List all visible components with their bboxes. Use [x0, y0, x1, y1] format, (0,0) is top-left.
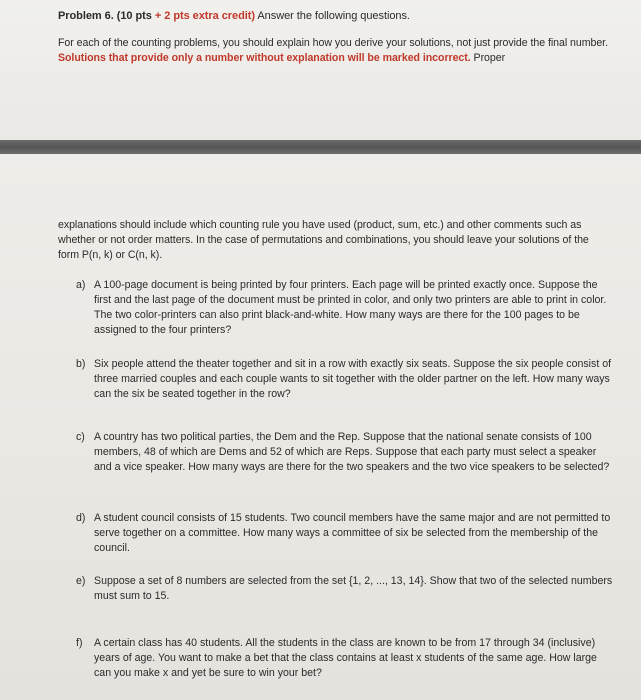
question-label: d) [76, 512, 86, 524]
problem-instruction: Answer the following questions. [255, 10, 410, 22]
question-text: Suppose a set of 8 numbers are selected from the set {1, 2, ..., 13, 14}. Show that two of the selected numbers must sum to 15. [94, 575, 613, 602]
intro-continuation: explanations should include which counting rule you have used (product, sum, etc.) and other comments such as whether or not order matters. In the case of permutations and combinations, you should leave your solutions of the form P(n, k) or C(n, k). [58, 219, 589, 261]
question-text: A country has two political parties, the Dem and the Rep. Suppose that the national senate consists of 100 members, 48 of which are Dems and 52 of which are Reps. Suppose that each party must select a speaker and a vice speaker. How many ways are there for the two speakers and the two vice speakers to be selected? [94, 431, 610, 473]
question-text: A student council consists of 15 students. Two council members have the same major and are not permitted to serve together on a committee. How many ways a committee of six be selected from the membership of the council. [94, 512, 611, 554]
extra-credit-label: + 2 pts extra credit) [154, 10, 255, 22]
question-label: a) [76, 279, 86, 291]
question-text: Six people attend the theater together and sit in a row with exactly six seats. Suppose the six people consist of three married couples and each couple wants to sit together with the older partner on the left. How many ways can the six be seated together in the row? [94, 358, 612, 400]
question-label: e) [76, 575, 86, 587]
page-divider-bar [0, 140, 641, 154]
intro-warning: Solutions that provide only a number without explanation will be marked incorrect. [58, 52, 471, 64]
question-label: b) [76, 358, 86, 370]
problem-label: Problem 6. (10 pts [58, 10, 155, 22]
question-text: A certain class has 40 students. All the students in the class are known to be from 17 through 34 (inclusive) years of age. You want to make a bet that the class contains at least x students of the same age. How large can you make x and yet be sure to win your bet? [94, 637, 597, 679]
intro-text: For each of the counting problems, you should explain how you derive your solutions, not just provide the final number. [58, 37, 608, 49]
intro-tail: Proper [470, 52, 506, 64]
question-label: f) [76, 637, 83, 649]
question-text: A 100-page document is being printed by four printers. Each page will be printed exactly once. Suppose the first and the last page of the document must be printed in color, and only two printers are able to print in color. The two color-printers can also print black-and-white. How many ways are there for the 100 pages to be assigned to the four printers? [94, 279, 607, 336]
question-label: c) [76, 431, 85, 443]
intro-paragraph [58, 36, 628, 66]
problem-title [58, 9, 410, 24]
